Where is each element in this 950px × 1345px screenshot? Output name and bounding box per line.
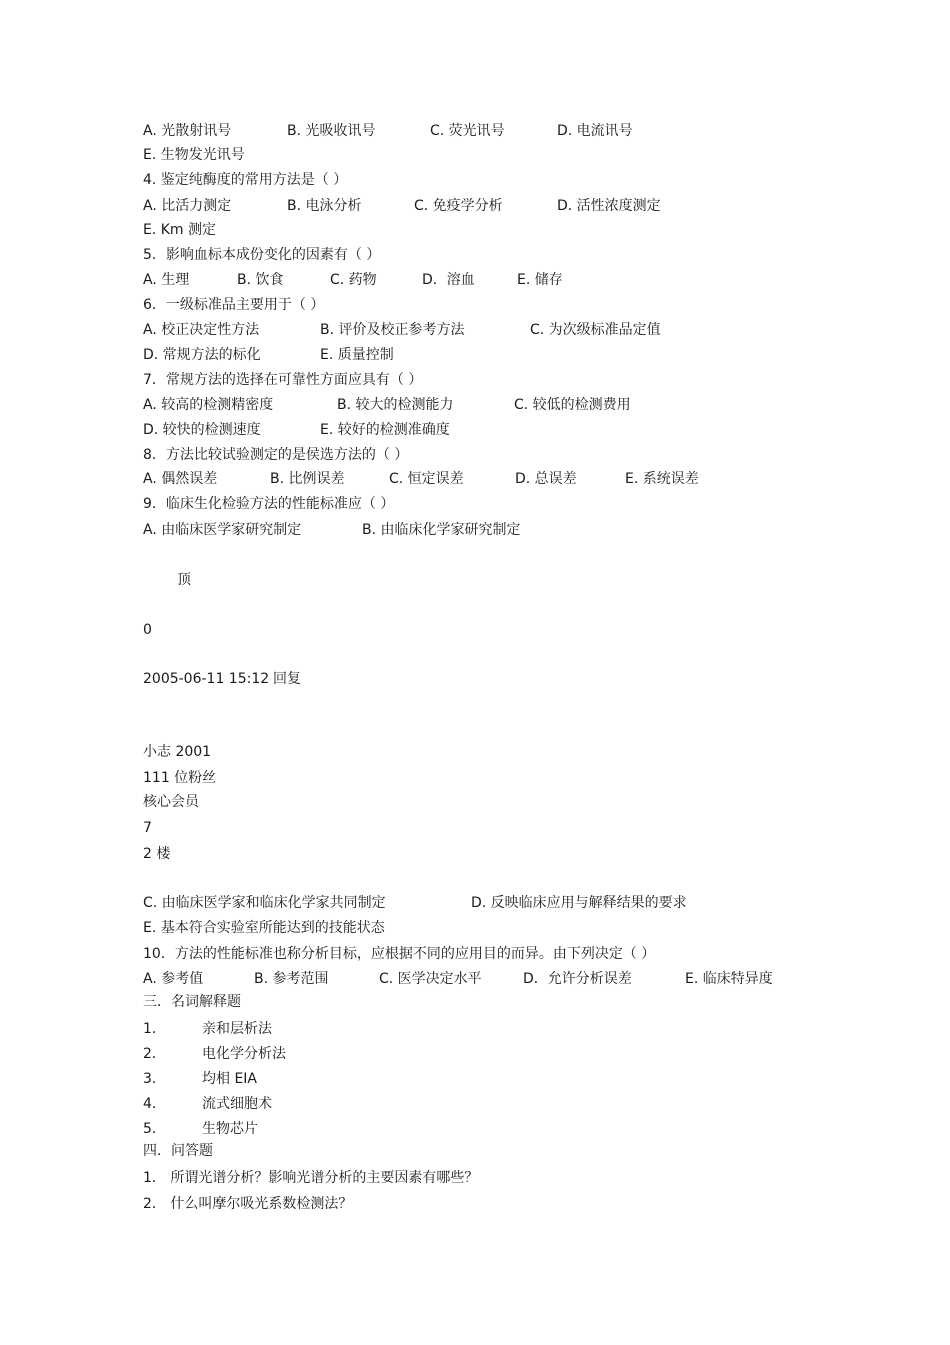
option-d: D．溶血: [422, 272, 475, 288]
option-a: A. 偶然误差: [143, 471, 218, 487]
option-d: D．允许分析误差: [523, 971, 632, 987]
term-number: 5．: [143, 1121, 166, 1137]
term-number: 2．: [143, 1046, 166, 1062]
option-a: A. 生理: [143, 272, 190, 288]
option-a: A. 较高的检测精密度: [143, 397, 274, 413]
option-b: B. 参考范围: [254, 971, 329, 987]
option-d: D. 活性浓度测定: [557, 198, 661, 214]
option-b: B. 光吸收讯号: [287, 123, 376, 139]
option-e: E. 系统误差: [625, 471, 699, 487]
q9-option-e: E. 基本符合实验室所能达到的技能状态: [143, 920, 385, 936]
term-text: 均相 EIA: [202, 1071, 258, 1087]
option-c: C. 药物: [330, 272, 377, 288]
question-6: 6．一级标准品主要用于（ ）: [143, 297, 325, 313]
option-c: C. 医学决定水平: [379, 971, 482, 987]
reply-username[interactable]: 小志 2001: [143, 744, 212, 760]
option-b: B. 电泳分析: [287, 198, 362, 214]
question-5: 5．影响血标本成份变化的因素有（ ）: [143, 247, 381, 263]
option-d: D. 反映临床应用与解释结果的要求: [471, 895, 687, 911]
option-a: A. 由临床医学家研究制定: [143, 522, 302, 538]
fan-count[interactable]: 111 位粉丝: [143, 770, 217, 786]
option-b: B. 评价及校正参考方法: [320, 322, 465, 338]
option-d: D. 电流讯号: [557, 123, 633, 139]
option-a: A. 光散射讯号: [143, 123, 232, 139]
option-b: B. 较大的检测能力: [337, 397, 454, 413]
vote-count: 0: [143, 622, 152, 638]
option-c: C. 荧光讯号: [430, 123, 505, 139]
option-c: C. 为次级标准品定值: [530, 322, 661, 338]
option-e: E. 储存: [517, 272, 563, 288]
question-8: 8．方法比较试验测定的是侯选方法的（ ）: [143, 447, 409, 463]
q4-option-e: E. Km 测定: [143, 222, 217, 238]
option-c: C. 免疫学分析: [414, 198, 503, 214]
option-d: D. 较快的检测速度: [143, 422, 261, 438]
term-text: 亲和层析法: [202, 1021, 272, 1037]
section-3-title: 三．名词解释题: [143, 994, 241, 1010]
q3-option-e: E. 生物发光讯号: [143, 147, 245, 163]
option-b: B. 由临床化学家研究制定: [362, 522, 521, 538]
option-c: C. 由临床医学家和临床化学家共同制定: [143, 895, 386, 911]
term-number: 1．: [143, 1021, 166, 1037]
option-b: B. 饮食: [237, 272, 284, 288]
option-d: D. 常规方法的标化: [143, 347, 261, 363]
option-e: E. 临床特异度: [685, 971, 773, 987]
term-text: 电化学分析法: [202, 1046, 286, 1062]
option-e: E. 质量控制: [320, 347, 394, 363]
option-b: B. 比例误差: [270, 471, 345, 487]
term-text: 生物芯片: [202, 1121, 258, 1137]
option-a: A. 参考值: [143, 971, 204, 987]
option-d: D. 总误差: [515, 471, 577, 487]
post-timestamp: 2005-06-11 15:12: [143, 671, 270, 687]
option-c: C. 恒定误差: [389, 471, 464, 487]
option-a: A. 比活力测定: [143, 198, 232, 214]
option-a: A. 校正决定性方法: [143, 322, 260, 338]
reply-link[interactable]: 回复: [273, 671, 301, 687]
top-button[interactable]: 顶: [177, 572, 191, 588]
floor-number: 2 楼: [143, 846, 171, 862]
essay-question: 1． 所谓光谱分析？影响光谱分析的主要因素有哪些？: [143, 1170, 479, 1186]
question-7: 7．常规方法的选择在可靠性方面应具有（ ）: [143, 372, 423, 388]
member-role: 核心会员: [143, 794, 199, 810]
member-level: 7: [143, 820, 152, 836]
section-4-title: 四．问答题: [143, 1143, 213, 1159]
essay-question: 2． 什么叫摩尔吸光系数检测法？: [143, 1196, 353, 1212]
term-number: 4．: [143, 1096, 166, 1112]
question-4: 4. 鉴定纯酶度的常用方法是（ ）: [143, 172, 348, 188]
question-10: 10．方法的性能标准也称分析目标，应根据不同的应用目的而异。由下列决定（ ）: [143, 946, 656, 962]
option-c: C. 较低的检测费用: [514, 397, 631, 413]
term-text: 流式细胞术: [202, 1096, 272, 1112]
option-e: E. 较好的检测准确度: [320, 422, 450, 438]
term-number: 3．: [143, 1071, 166, 1087]
question-9: 9．临床生化检验方法的性能标准应（ ）: [143, 496, 395, 512]
